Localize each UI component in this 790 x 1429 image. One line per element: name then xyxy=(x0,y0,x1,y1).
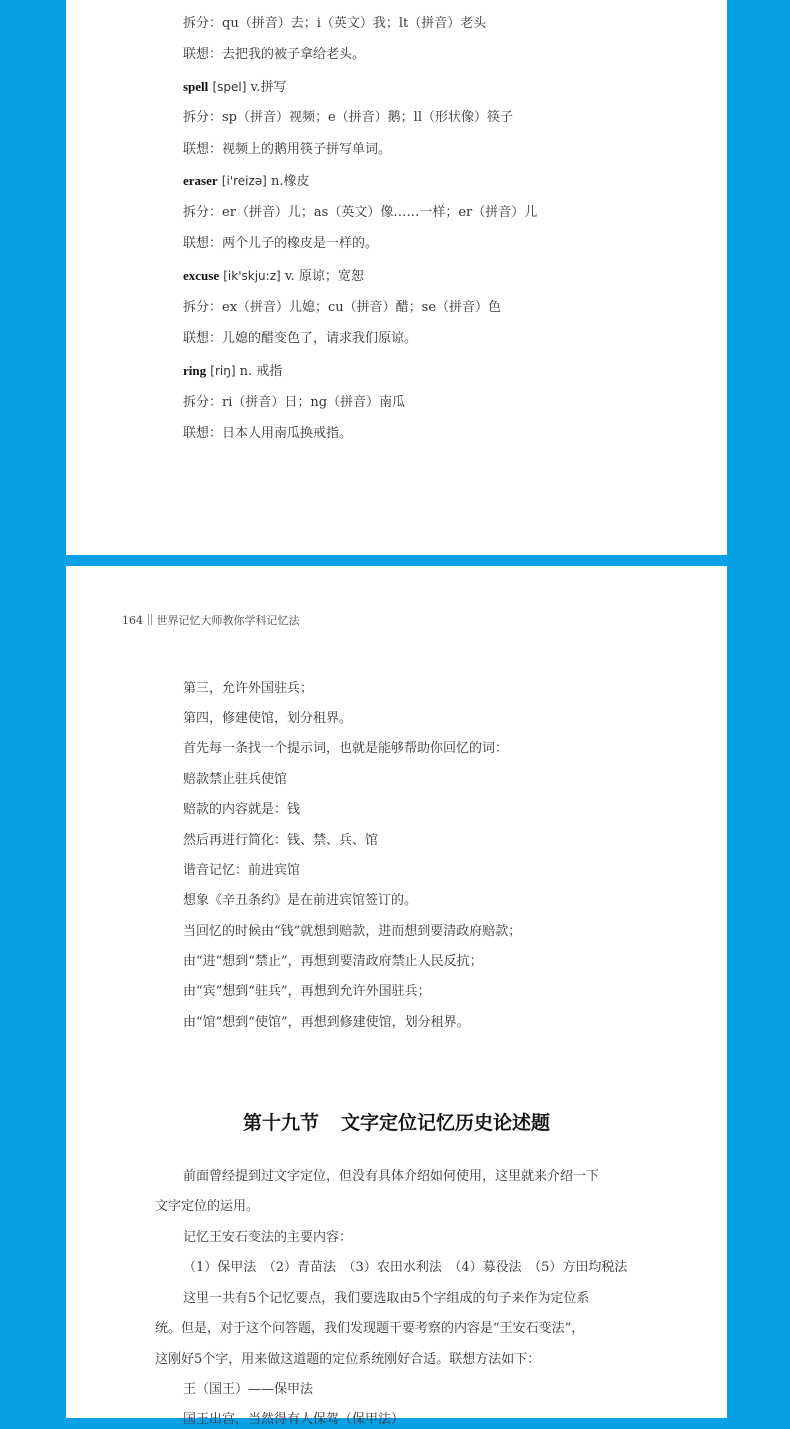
vocab-meaning: v.拼写 xyxy=(250,80,287,95)
page-header xyxy=(122,612,300,628)
paragraph-line: 文字定位的运用。 xyxy=(155,1199,260,1214)
vocab-meaning: n.橡皮 xyxy=(271,174,310,189)
text-line: 联想：视频上的鹅用筷子拼写单词。 xyxy=(183,142,392,157)
vocab-entry xyxy=(183,267,364,286)
text-line: 赔款禁止驻兵使馆 xyxy=(183,772,288,787)
vocab-meaning: v. 原谅；宽恕 xyxy=(284,269,364,284)
text-line: 拆分：er（拼音）儿；as（英文）像……一样；er（拼音）儿 xyxy=(183,205,538,220)
text-line: 联想：两个儿子的橡皮是一样的。 xyxy=(183,236,379,251)
paragraph-line: （1）保甲法 （2）青苗法 （3）农田水利法 （4）募役法 （5）方田均税法 xyxy=(183,1260,628,1275)
text-line: 由“馆”想到“使馆”，再想到修建使馆，划分租界。 xyxy=(183,1015,470,1030)
text-line: 拆分：ri（拼音）日；ng（拼音）南瓜 xyxy=(183,395,406,410)
text-line: 联想：去把我的被子拿给老头。 xyxy=(183,47,366,62)
text-line: 然后再进行简化：钱、禁、兵、馆 xyxy=(183,833,379,848)
paragraph-line: 这里一共有5个记忆要点，我们要选取由5个字组成的句子来作为定位系 xyxy=(183,1291,590,1306)
text-line: 赔款的内容就是：钱 xyxy=(183,802,301,817)
vocab-entry xyxy=(183,362,282,381)
text-line: 首先每一条找一个提示词，也就是能够帮助你回忆的词： xyxy=(183,741,509,756)
paragraph-line: 王（国王）——保甲法 xyxy=(183,1382,314,1397)
text-line: 第四，修建使馆，划分租界。 xyxy=(183,711,353,726)
book-page-bottom xyxy=(66,566,727,1427)
section-number: 第十九节 xyxy=(242,1112,319,1134)
paragraph-line: 这刚好5个字，用来做这道题的定位系统刚好合适。联想方法如下： xyxy=(155,1352,541,1367)
text-line: 想象《辛丑条约》是在前进宾馆签订的。 xyxy=(183,893,418,908)
text-line: 由“宾”想到“驻兵”，再想到允许外国驻兵； xyxy=(183,984,431,999)
divider xyxy=(151,614,152,625)
vocab-entry xyxy=(183,78,286,97)
book-title: 世界记忆大师教你学科记忆法 xyxy=(156,614,300,627)
divider xyxy=(148,614,149,625)
vocab-word: ring xyxy=(183,363,207,378)
paragraph-line: 记忆王安石变法的主要内容： xyxy=(183,1230,353,1245)
vocab-meaning: n. 戒指 xyxy=(239,364,283,379)
vocab-phonetic: [spel] xyxy=(212,80,247,94)
text-line: 拆分：ex（拼音）儿媳；cu（拼音）醋；se（拼音）色 xyxy=(183,300,502,315)
section-title xyxy=(66,1108,727,1135)
text-line: 联想：儿媳的醋变色了，请求我们原谅。 xyxy=(183,331,418,346)
vocab-word: spell xyxy=(183,79,209,94)
text-line: 第三，允许外国驻兵； xyxy=(183,681,314,696)
vocab-phonetic: [riŋ] xyxy=(210,364,236,378)
text-line: 当回忆的时候由“钱”就想到赔款，进而想到要清政府赔款； xyxy=(183,924,522,939)
vocab-entry xyxy=(183,172,310,191)
text-line: 由“进”想到“禁止”，再想到要清政府禁止人民反抗； xyxy=(183,954,483,969)
page-number: 164 xyxy=(122,614,143,627)
text-line: 联想：日本人用南瓜换戒指。 xyxy=(183,426,353,441)
book-page-top xyxy=(66,0,727,555)
section-heading: 文字定位记忆历史论述题 xyxy=(341,1112,551,1134)
text-line: 谐音记忆：前进宾馆 xyxy=(183,863,301,878)
paragraph-line: 前面曾经提到过文字定位，但没有具体介绍如何使用，这里就来介绍一下 xyxy=(183,1169,600,1184)
vocab-phonetic: [i'reizə] xyxy=(221,174,267,188)
vocab-word: eraser xyxy=(183,173,218,188)
vocab-word: excuse xyxy=(183,268,220,283)
paragraph-line: 国王出宫，当然得有人保驾（保甲法） xyxy=(183,1412,405,1427)
vocab-phonetic: [ik'skju:z] xyxy=(223,269,281,283)
text-line: 拆分：qu（拼音）去；i（英文）我；lt（拼音）老头 xyxy=(183,16,487,31)
text-line: 拆分：sp（拼音）视频；e（拼音）鹅；ll（形状像）筷子 xyxy=(183,110,514,125)
paragraph-line: 统。但是，对于这个问答题，我们发现题干要考察的内容是“王安石变法”， xyxy=(155,1321,585,1336)
